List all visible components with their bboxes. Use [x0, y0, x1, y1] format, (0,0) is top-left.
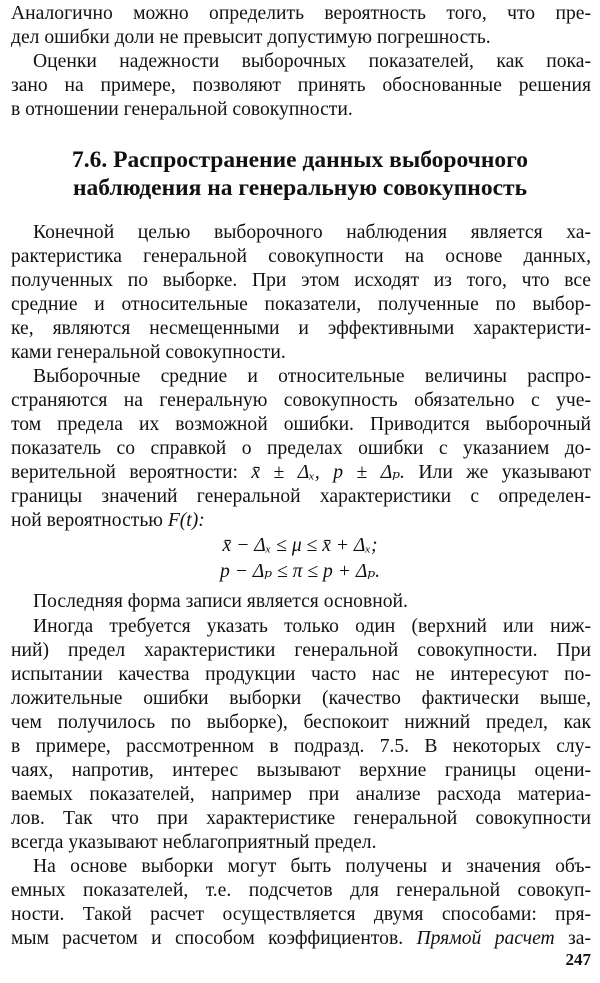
- formula-text: p − Δₚ ≤ π ≤ p + Δₚ.: [219, 561, 381, 582]
- text-line: Последняя форма записи является основной.: [33, 591, 408, 612]
- text-line: ке, являются несмещенными и эффективными характеристи-: [11, 318, 591, 339]
- text-line: Конечной целью выборочного наблюдения является ха-: [33, 222, 591, 243]
- text-line: На основе выборки могут быть получены и значения объ-: [33, 856, 591, 877]
- text-line: том предела их возможной ошибки. Приводится выборочный: [11, 414, 591, 435]
- section-heading-line: наблюдения на генеральную совокупность: [73, 175, 527, 201]
- text-line: Оценки надежности выборочных показателей, как пока-: [33, 51, 591, 72]
- emphasized-term: Прямой расчет: [416, 928, 555, 949]
- text-line: дел ошибки доли не превысит допустимую погрешность.: [11, 27, 491, 48]
- text-line: страняются на генеральную совокупность обязательно с уче-: [11, 390, 591, 411]
- text-line: Аналогично можно определить вероятность того, что пре-: [11, 3, 591, 24]
- text-run: верительной вероятности:: [11, 462, 252, 483]
- text-line: чаях, напротив, интерес вызывают верхние границы оцени-: [11, 760, 591, 781]
- text-run: мым расчетом и способом коэффициентов.: [11, 928, 417, 949]
- text-line: ложительные ошибки выборки (качество фактически выше,: [11, 688, 591, 709]
- text-line: [11, 509, 591, 533]
- text-line: средние и относительные показатели, полученные по выбор-: [11, 294, 591, 315]
- text-line: лов. Так что при характеристике генеральной совокупности: [11, 808, 591, 829]
- text-line: [11, 461, 591, 485]
- text-run: Или же указывают: [404, 462, 591, 483]
- text-line: ваемых показателей, например при анализе расхода материа-: [11, 784, 591, 805]
- text-line: всегда указывают неблагоприятный предел.: [11, 832, 377, 853]
- text-line: рактеристика генеральной совокупности на основе данных,: [11, 246, 591, 267]
- text-line: ности. Такой расчет осуществляется двумя способами: пря-: [11, 904, 591, 925]
- page-number: 247: [565, 950, 591, 969]
- text-run: за-: [554, 928, 591, 949]
- inline-formula: F(t):: [167, 510, 205, 531]
- text-line: ний) предел характеристики генеральной совокупности. При: [11, 640, 591, 661]
- text-line: емных показателей, т.е. подсчетов для генеральной совокуп-: [11, 880, 591, 901]
- display-formula-share: [0, 560, 600, 584]
- text-line: в примере, рассмотренном в подразд. 7.5. В некоторых слу-: [11, 736, 591, 757]
- text-run: ной вероятностью: [11, 510, 168, 531]
- text-line: в отношении генеральной совокупности.: [11, 99, 353, 120]
- text-line: границы значений генеральной характеристики с определен-: [11, 486, 591, 507]
- text-line: испытании качества продукции часто нас не интересуют по-: [11, 664, 591, 685]
- section-heading-line: 7.6. Распространение данных выборочного: [72, 147, 528, 173]
- text-line: зано на примере, позволяют принять обоснованные решения: [11, 75, 591, 96]
- text-line: Выборочные средние и относительные величины распро-: [33, 366, 591, 387]
- text-line: ками генеральной совокупности.: [11, 342, 286, 363]
- text-line: полученных по выборке. При этом исходят из того, что все: [11, 270, 591, 291]
- text-line: показатель со справкой о пределах ошибки с указанием до-: [11, 438, 591, 459]
- formula-text: x̄ − Δₓ ≤ μ ≤ x̄ + Δₓ;: [222, 535, 378, 556]
- text-line: Иногда требуется указать только один (верхний или ниж-: [33, 616, 591, 637]
- display-formula-mean: [0, 534, 600, 558]
- text-line: [11, 927, 591, 951]
- inline-formula: x̄ ± Δₓ, p ± Δₚ.: [251, 462, 405, 483]
- text-line: чем получилось по выборке), беспокоит нижний предел, как: [11, 712, 591, 733]
